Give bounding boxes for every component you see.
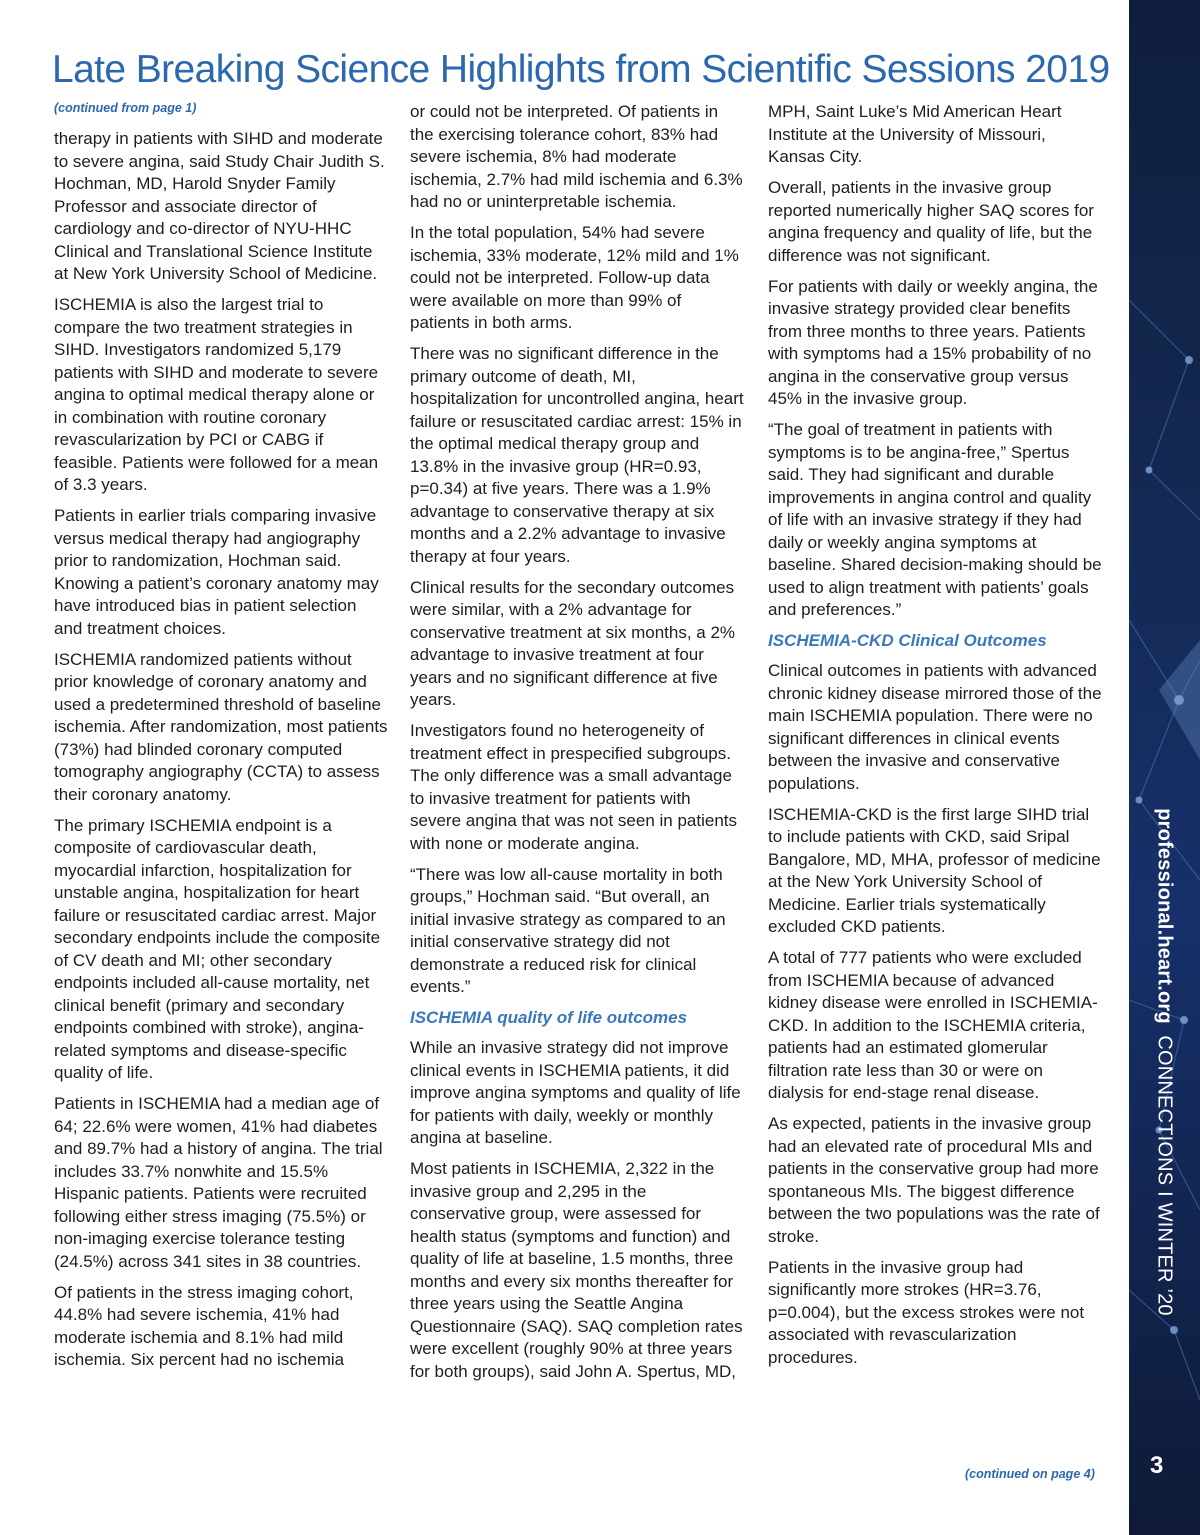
paragraph: therapy in patients with SIHD and moderate to severe angina, said Study Chair Judith S. Hochman, MD, Harold Snyder Family Professor and associate director of cardiology and co-director of NYU-HHC Clinical and Translational Science Institute at New York University School of Medicine.	[54, 129, 385, 283]
paragraph: or could not be interpreted. Of patients in the exercising tolerance cohort, 83% had severe ischemia, 8% had moderate ischemia, 2.7% had mild ischemia and 6.3% had no or uninterpretable ischemia.	[410, 102, 743, 211]
paragraph: For patients with daily or weekly angina, the invasive strategy provided clear benefits from three months to three years. Patients with symptoms had a 15% probability of no angina in the conservative group versus 45% in the invasive group.	[768, 276, 1098, 408]
article-column-1	[54, 128, 388, 1380]
continued-on-note: (continued on page 4)	[965, 1467, 1095, 1481]
paragraph: A total of 777 patients who were excluded from ISCHEMIA because of advanced kidney disease were enrolled in ISCHEMIA-CKD. In addition to the ISCHEMIA criteria, patients had an estimated glomerular filtration rate less than 30 or were on dialysis for end-stage renal disease.	[768, 948, 1098, 1102]
paragraph: ISCHEMIA randomized patients without prior knowledge of coronary anatomy and used a predetermined threshold of baseline ischemia. After randomization, most patients (73%) had blinded coronary computed tomography angiography (CCTA) to assess their coronary anatomy.	[54, 649, 388, 804]
paragraph: MPH, Saint Luke’s Mid American Heart Institute at the University of Missouri, Kansas City.	[768, 102, 1062, 166]
section-subheading: ISCHEMIA quality of life outcomes	[410, 1008, 688, 1027]
paragraph: “There was low all-cause mortality in both groups,” Hochman said. “But overall, an initial invasive strategy as compared to an initial conservative strategy did not demonstrate a reduced risk for clinical events.”	[410, 864, 726, 996]
paragraph: Most patients in ISCHEMIA, 2,322 in the invasive group and 2,295 in the conservative group, were assessed for health status (symptoms and function) and quality of life at baseline, 1.5 months, three months and every six months thereafter for three years using the Seattle Angina Questionnaire (SAQ). SAQ completion rates were excellent (roughly 90% at three years for both groups), said John A. Spertus, MD,	[410, 1159, 743, 1381]
paragraph: While an invasive strategy did not improve clinical events in ISCHEMIA patients, it did improve angina symptoms and quality of life for patients with daily, weekly or monthly angina at baseline.	[410, 1038, 741, 1147]
site-url[interactable]: professional.heart.org	[1153, 808, 1176, 1024]
paragraph: “The goal of treatment in patients with symptoms is to be angina-free,” Spertus said. They had significant and durable improvements in angina control and quality of life with an invasive strategy if they had daily or weekly angina symptoms at baseline. Shared decision-making should be used to align treatment with patients’ goals and preferences.”	[768, 420, 1102, 619]
article-column-2	[410, 101, 744, 1392]
continued-from-note: (continued from page 1)	[54, 101, 197, 115]
paragraph: Overall, patients in the invasive group reported numerically higher SAQ scores for angina frequency and quality of life, but the difference was not significant.	[768, 178, 1094, 265]
paragraph: Patients in earlier trials comparing invasive versus medical therapy had angiography prior to randomization, Hochman said. Knowing a patient’s coronary anatomy may have introduced bias in patient selection and treatment choices.	[54, 506, 379, 638]
paragraph: Of patients in the stress imaging cohort, 44.8% had severe ischemia, 41% had moderate ischemia and 8.1% had mild ischemia. Six percent had no ischemia	[54, 1282, 354, 1369]
paragraph: Patients in ISCHEMIA had a median age of 64; 22.6% were women, 41% had diabetes and 89.7% had a history of angina. The trial includes 33.7% nonwhite and 15.5% Hispanic patients. Patients were recruited following either stress imaging (75.5%) or non-imaging exercise tolerance testing (24.5%) across 341 sites in 38 countries.	[54, 1094, 383, 1271]
publication-name: CONNECTIONS	[1153, 1035, 1176, 1186]
paragraph: The primary ISCHEMIA endpoint is a composite of cardiovascular death, myocardial infarction, hospitalization for unstable angina, hospitalization for heart failure or resuscitated cardiac arrest. Major secondary endpoints include the composite of CV death and MI; other secondary endpoints included all-cause mortality, net clinical benefit (primary and secondary endpoints combined with stroke), angina-related symptoms and disease-specific quality of life.	[54, 815, 381, 1082]
sidebar-vertical-label	[1153, 808, 1176, 1316]
sidebar-band	[1129, 0, 1200, 1535]
paragraph: Clinical outcomes in patients with advanced chronic kidney disease mirrored those of the main ISCHEMIA population. There were no significant differences in clinical events between the invasive and conservative populations.	[768, 661, 1102, 793]
paragraph: In the total population, 54% had severe ischemia, 33% moderate, 12% mild and 1% could not be interpreted. Follow-up data were available on more than 99% of patients in both arms.	[410, 223, 739, 332]
page-title: Late Breaking Science Highlights from Scientific Sessions 2019	[52, 48, 1110, 91]
issue-label: WINTER ’20	[1153, 1202, 1176, 1316]
paragraph: As expected, patients in the invasive group had an elevated rate of procedural MIs and patients in the conservative group had more spontaneous MIs. The biggest difference between the two populations was the rate of stroke.	[768, 1114, 1100, 1246]
paragraph: Investigators found no heterogeneity of treatment effect in prespecified subgroups. The only difference was a small advantage to invasive treatment for patients with severe angina that was not seen in patients with none or moderate angina.	[410, 721, 737, 853]
paragraph: There was no significant difference in the primary outcome of death, MI, hospitalization for uncontrolled angina, heart failure or resuscitated cardiac arrest: 15% in the optimal medical therapy group and 13.8% in the invasive group (HR=0.93, p=0.34) at five years. There was a 1.9% advantage to conservative therapy at six months and a 2.2% advantage to invasive therapy at four years.	[410, 344, 744, 566]
separator: I	[1153, 1191, 1176, 1197]
paragraph: ISCHEMIA is also the largest trial to compare the two treatment strategies in SIHD. Investigators randomized 5,179 patients with SIHD and moderate to severe angina to optimal medical therapy alone or in combination with routine coronary revascularization by PCI or CABG if feasible. Patients were followed for a mean of 3.3 years.	[54, 295, 379, 494]
paragraph: Patients in the invasive group had significantly more strokes (HR=3.76, p=0.004), but the excess strokes were not associated with revascularization procedures.	[768, 1257, 1085, 1367]
paragraph: ISCHEMIA-CKD is the first large SIHD trial to include patients with CKD, said Sripal Bangalore, MD, MHA, professor of medicine at the New York University School of Medicine. Earlier trials systematically excluded CKD patients.	[768, 804, 1101, 936]
section-subheading: ISCHEMIA-CKD Clinical Outcomes	[768, 631, 1047, 650]
paragraph: Clinical results for the secondary outcomes were similar, with a 2% advantage for conservative treatment at six months, a 2% advantage to invasive treatment at four years and no significant difference at five years.	[410, 577, 736, 709]
page-number: 3	[1150, 1452, 1164, 1479]
article-column-3	[768, 101, 1102, 1378]
